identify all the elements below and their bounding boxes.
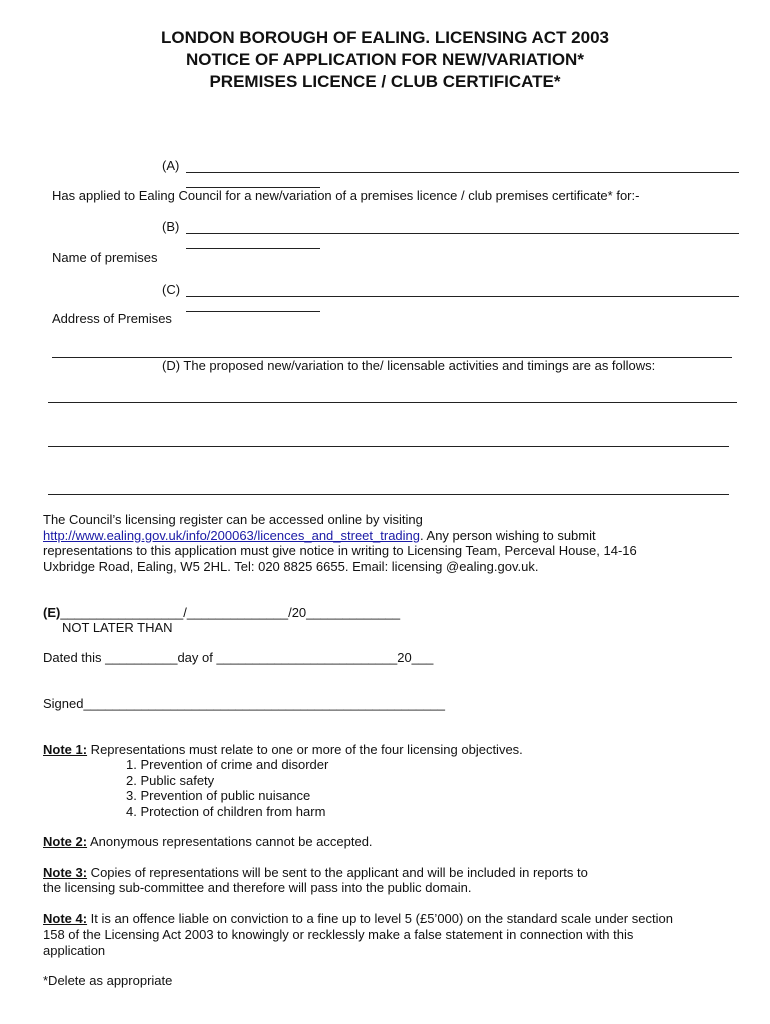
note-1-text: Representations must relate to one or more of the four licensing objectives. bbox=[87, 742, 523, 757]
activities-line-3[interactable] bbox=[48, 494, 729, 495]
section-c-label: (C) bbox=[162, 282, 181, 297]
applicant-name-field[interactable] bbox=[186, 172, 739, 173]
note-2-label: Note 2: bbox=[43, 834, 88, 849]
list-item: 1. Prevention of crime and disorder bbox=[126, 757, 329, 772]
section-d-label: (D) The proposed new/variation to the/ licensable activities and timings are as follows: bbox=[162, 358, 656, 373]
note-3 bbox=[43, 865, 588, 880]
list-item: 2. Public safety bbox=[126, 772, 215, 788]
form-title-line2: NOTICE OF APPLICATION FOR NEW/VARIATION* bbox=[186, 50, 584, 69]
deadline-caption: NOT LATER THAN bbox=[62, 620, 173, 635]
list-item: 3. Prevention of public nuisance bbox=[126, 788, 311, 803]
premises-address-caption: Address of Premises bbox=[52, 311, 172, 326]
register-intro: The Council’s licensing register can be accessed online by visiting bbox=[43, 512, 423, 527]
premises-name-caption: Name of premises bbox=[52, 250, 158, 265]
note-1-label: Note 1: bbox=[43, 742, 88, 757]
note-4-label: Note 4: bbox=[43, 911, 88, 926]
section-b-label: (B) bbox=[162, 219, 180, 234]
note-2-text: Anonymous representations cannot be accepted. bbox=[87, 834, 373, 849]
premises-name-field[interactable] bbox=[186, 233, 739, 234]
register-line3: representations to this application must give notice in writing to Licensing Team, Perceval House, 14-16 bbox=[43, 543, 637, 558]
deadline-date-field[interactable]: _________________/______________/20_____________ bbox=[60, 605, 401, 620]
register-paragraph bbox=[43, 512, 743, 574]
premises-name-field-continued[interactable] bbox=[186, 248, 320, 249]
applied-statement: Has applied to Ealing Council for a new/variation of a premises licence / club premises certificate* for:- bbox=[52, 188, 640, 203]
register-after-link: . Any person wishing to submit bbox=[420, 527, 596, 543]
register-link[interactable]: http://www.ealing.gov.uk/info/200063/licences_and_street_trading bbox=[43, 527, 421, 543]
deadline-date-row bbox=[43, 605, 400, 620]
premises-address-field[interactable] bbox=[186, 296, 739, 297]
section-a-label: (A) bbox=[162, 158, 180, 173]
delete-footnote: *Delete as appropriate bbox=[43, 973, 173, 988]
note-4-text: It is an offence liable on conviction to a fine up to level 5 (£5’000) on the standard scale under section bbox=[87, 911, 673, 926]
signed-field[interactable]: Signed__________________________________________________ bbox=[43, 696, 445, 711]
list-item: 4. Protection of children from harm bbox=[126, 803, 326, 819]
section-e-label: (E) bbox=[43, 605, 61, 620]
dated-field[interactable]: Dated this __________day of _________________________20___ bbox=[43, 650, 434, 665]
note-3-label: Note 3: bbox=[43, 865, 88, 880]
note-1 bbox=[43, 742, 523, 757]
activities-line-1[interactable] bbox=[48, 402, 737, 403]
register-line4: Uxbridge Road, Ealing, W5 2HL. Tel: 020 8825 6655. Email: licensing @ealing.gov.uk. bbox=[43, 558, 539, 574]
note-4-line3: application bbox=[43, 943, 106, 958]
note-4-line2: 158 of the Licensing Act 2003 to knowingly or recklessly make a false statement in connection with this bbox=[43, 927, 634, 942]
note-3-text: Copies of representations will be sent to the applicant and will be included in reports to bbox=[87, 865, 588, 880]
form-title-line3: PREMISES LICENCE / CLUB CERTIFICATE* bbox=[209, 72, 561, 91]
activities-line-2[interactable] bbox=[48, 446, 729, 447]
note-2 bbox=[43, 834, 373, 849]
licensing-objectives-list bbox=[126, 757, 328, 819]
note-4 bbox=[43, 911, 673, 926]
note-3-line2: the licensing sub-committee and therefore will pass into the public domain. bbox=[43, 880, 472, 895]
premises-address-field-continued[interactable] bbox=[186, 311, 320, 312]
form-title-line1: LONDON BOROUGH OF EALING. LICENSING ACT 2003 bbox=[160, 28, 610, 47]
